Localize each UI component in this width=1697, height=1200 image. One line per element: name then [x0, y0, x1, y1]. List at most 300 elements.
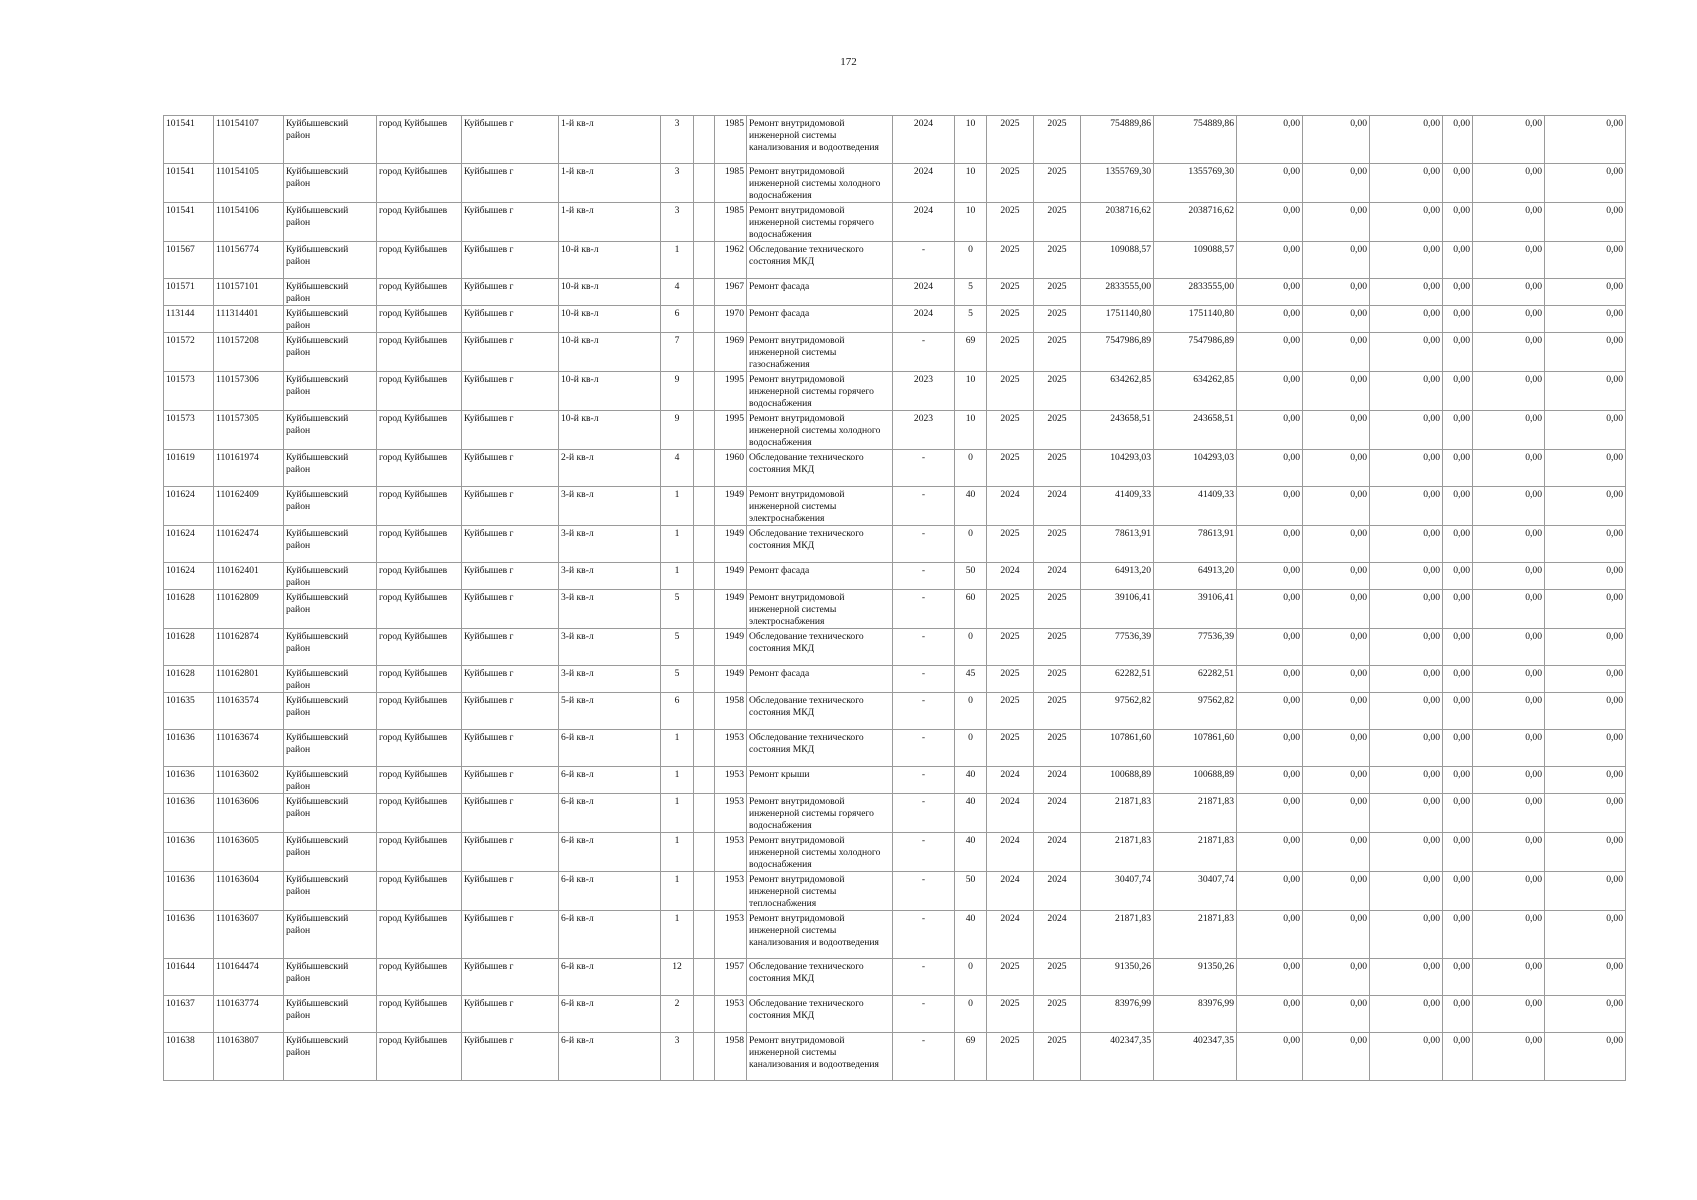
table-cell: 0,00	[1473, 666, 1545, 693]
table-cell: 2038716,62	[1154, 203, 1237, 242]
table-cell: 3	[661, 116, 694, 164]
table-cell: 110162809	[214, 590, 284, 629]
table-cell	[694, 279, 715, 306]
table-cell: город Куйбышев	[377, 306, 462, 333]
table-cell: Куйбышевский район	[284, 911, 377, 959]
table-cell: 0,00	[1370, 279, 1443, 306]
table-cell: 0,00	[1473, 164, 1545, 203]
table-cell: 110162801	[214, 666, 284, 693]
table-cell: 110154107	[214, 116, 284, 164]
table-cell: 78613,91	[1081, 526, 1154, 563]
table-cell: 0,00	[1443, 666, 1473, 693]
table-cell: Куйбышев г	[462, 693, 559, 730]
table-cell: 2025	[1034, 242, 1081, 279]
table-cell: 0,00	[1545, 333, 1626, 372]
table-cell: 0,00	[1473, 996, 1545, 1033]
table-cell: 402347,35	[1154, 1033, 1237, 1081]
table-cell: 0,00	[1443, 116, 1473, 164]
table-row	[164, 203, 1626, 242]
table-cell: 0,00	[1545, 833, 1626, 872]
table-cell: 101644	[164, 959, 214, 996]
table-cell: -	[893, 666, 955, 693]
table-cell: 0,00	[1303, 563, 1370, 590]
table-cell: Куйбышев г	[462, 590, 559, 629]
table-cell: 634262,85	[1154, 372, 1237, 411]
table-cell: 110162401	[214, 563, 284, 590]
table-cell: -	[893, 526, 955, 563]
table-cell: город Куйбышев	[377, 487, 462, 526]
table-cell: 10-й кв-л	[559, 242, 661, 279]
table-cell: 110163604	[214, 872, 284, 911]
table-cell: 0,00	[1303, 526, 1370, 563]
table-cell: 0,00	[1303, 1033, 1370, 1081]
table-cell	[694, 411, 715, 450]
table-cell: Ремонт внутридомовой инженерной системы горячего водоснабжения	[747, 794, 893, 833]
table-cell: 2024	[1034, 911, 1081, 959]
table-cell: 9	[661, 372, 694, 411]
table-cell: Куйбышевский район	[284, 666, 377, 693]
table-cell: 21871,83	[1081, 833, 1154, 872]
table-cell: 91350,26	[1081, 959, 1154, 996]
table-cell: город Куйбышев	[377, 450, 462, 487]
table-cell: 0,00	[1473, 794, 1545, 833]
table-cell: 0,00	[1237, 693, 1303, 730]
table-cell: 101636	[164, 872, 214, 911]
table-cell: город Куйбышев	[377, 833, 462, 872]
table-cell: 0,00	[1237, 794, 1303, 833]
table-cell: 97562,82	[1154, 693, 1237, 730]
table-cell: 1	[661, 833, 694, 872]
table-cell: Ремонт внутридомовой инженерной системы теплоснабжения	[747, 872, 893, 911]
table-cell: 0,00	[1545, 666, 1626, 693]
table-cell: 2833555,00	[1154, 279, 1237, 306]
table-cell: город Куйбышев	[377, 794, 462, 833]
table-cell: 0,00	[1303, 666, 1370, 693]
table-cell: 110163774	[214, 996, 284, 1033]
table-cell: 0,00	[1443, 996, 1473, 1033]
table-cell: 6-й кв-л	[559, 730, 661, 767]
table-cell: 0,00	[1237, 666, 1303, 693]
table-cell: 2025	[987, 666, 1034, 693]
table-cell: 60	[955, 590, 987, 629]
table-cell: 50	[955, 872, 987, 911]
table-cell: 2025	[987, 959, 1034, 996]
table-cell: 1-й кв-л	[559, 116, 661, 164]
table-row	[164, 333, 1626, 372]
table-cell: 1751140,80	[1081, 306, 1154, 333]
table-cell	[694, 333, 715, 372]
table-cell: 101571	[164, 279, 214, 306]
table-cell: 0,00	[1443, 411, 1473, 450]
table-cell: 10-й кв-л	[559, 306, 661, 333]
table-cell: 39106,41	[1154, 590, 1237, 629]
table-cell: 1	[661, 911, 694, 959]
table-cell: 0,00	[1545, 629, 1626, 666]
table-cell: 0,00	[1237, 411, 1303, 450]
table-cell: -	[893, 563, 955, 590]
table-cell: 0,00	[1370, 1033, 1443, 1081]
table-row	[164, 116, 1626, 164]
table-cell: Ремонт внутридомовой инженерной системы холодного водоснабжения	[747, 833, 893, 872]
table-cell: 0,00	[1443, 767, 1473, 794]
table-cell: 4	[661, 450, 694, 487]
table-cell: 2025	[987, 372, 1034, 411]
table-cell: 2024	[1034, 563, 1081, 590]
table-cell: 101637	[164, 996, 214, 1033]
table-cell: Куйбышевский район	[284, 833, 377, 872]
table-cell: 1960	[715, 450, 747, 487]
table-cell: 0,00	[1545, 1033, 1626, 1081]
table-cell: Ремонт внутридомовой инженерной системы холодного водоснабжения	[747, 164, 893, 203]
table-cell: 0,00	[1545, 872, 1626, 911]
table-cell: -	[893, 911, 955, 959]
table-cell: 2024	[987, 563, 1034, 590]
table-cell: Ремонт внутридомовой инженерной системы холодного водоснабжения	[747, 411, 893, 450]
table-cell: город Куйбышев	[377, 629, 462, 666]
table-cell: 2024	[893, 164, 955, 203]
table-cell: 0,00	[1237, 487, 1303, 526]
table-cell: 1953	[715, 794, 747, 833]
table-cell: 104293,03	[1081, 450, 1154, 487]
table-row	[164, 666, 1626, 693]
table-row	[164, 872, 1626, 911]
table-cell: 2025	[987, 996, 1034, 1033]
table-cell: 0,00	[1545, 996, 1626, 1033]
table-cell: 0,00	[1370, 203, 1443, 242]
table-cell: 0	[955, 996, 987, 1033]
table-cell: 110156774	[214, 242, 284, 279]
table-cell: 110163607	[214, 911, 284, 959]
table-cell: 0,00	[1303, 996, 1370, 1033]
table-cell: город Куйбышев	[377, 872, 462, 911]
table-cell: 0,00	[1443, 279, 1473, 306]
table-cell: 2025	[987, 411, 1034, 450]
table-cell: 0,00	[1303, 242, 1370, 279]
table-cell: Куйбышевский район	[284, 563, 377, 590]
table-cell: 40	[955, 767, 987, 794]
table-cell: 0	[955, 959, 987, 996]
table-cell: 101624	[164, 563, 214, 590]
table-cell: Куйбышевский район	[284, 730, 377, 767]
table-cell: 6-й кв-л	[559, 833, 661, 872]
table-cell: 101636	[164, 911, 214, 959]
table-cell: город Куйбышев	[377, 279, 462, 306]
table-cell: 0,00	[1545, 526, 1626, 563]
table-cell	[694, 487, 715, 526]
table-cell: 2025	[987, 116, 1034, 164]
table-cell: 101636	[164, 767, 214, 794]
table-cell: Куйбышевский район	[284, 767, 377, 794]
table-cell: Куйбышев г	[462, 730, 559, 767]
table-cell: 2833555,00	[1081, 279, 1154, 306]
table-cell: Куйбышев г	[462, 242, 559, 279]
table-cell: 1953	[715, 767, 747, 794]
table-cell: 10	[955, 372, 987, 411]
table-cell	[694, 203, 715, 242]
table-cell: 110163674	[214, 730, 284, 767]
table-cell: 64913,20	[1081, 563, 1154, 590]
table-cell: 0	[955, 629, 987, 666]
table-cell: 1958	[715, 1033, 747, 1081]
table-cell: 3	[661, 1033, 694, 1081]
table-cell: -	[893, 693, 955, 730]
table-cell: 0,00	[1237, 279, 1303, 306]
table-cell: Куйбышевский район	[284, 693, 377, 730]
table-cell: 243658,51	[1154, 411, 1237, 450]
table-cell: 0,00	[1303, 911, 1370, 959]
table-cell: 77536,39	[1154, 629, 1237, 666]
table-cell: город Куйбышев	[377, 563, 462, 590]
table-cell	[694, 1033, 715, 1081]
table-cell: 2023	[893, 411, 955, 450]
table-cell: 7	[661, 333, 694, 372]
table-cell: Куйбышев г	[462, 450, 559, 487]
table-cell: 3-й кв-л	[559, 563, 661, 590]
table-cell: Куйбышев г	[462, 526, 559, 563]
table-cell: город Куйбышев	[377, 590, 462, 629]
table-cell: 0,00	[1237, 767, 1303, 794]
table-cell: 62282,51	[1154, 666, 1237, 693]
table-cell: 2025	[1034, 372, 1081, 411]
table-cell: 109088,57	[1154, 242, 1237, 279]
table-cell: 3	[661, 203, 694, 242]
table-cell: 0,00	[1370, 450, 1443, 487]
table-cell: 402347,35	[1081, 1033, 1154, 1081]
table-cell: 5	[955, 279, 987, 306]
table-cell: 0,00	[1237, 590, 1303, 629]
table-cell: 1	[661, 526, 694, 563]
table-cell: Куйбышевский район	[284, 116, 377, 164]
table-cell	[694, 526, 715, 563]
table-cell: 2025	[987, 629, 1034, 666]
table-cell: 0,00	[1370, 911, 1443, 959]
table-row	[164, 164, 1626, 203]
table-cell: Ремонт фасада	[747, 279, 893, 306]
table-cell: 110164474	[214, 959, 284, 996]
table-cell: Обследование технического состояния МКД	[747, 450, 893, 487]
table-cell: город Куйбышев	[377, 116, 462, 164]
table-cell: 0,00	[1370, 629, 1443, 666]
table-cell: 91350,26	[1154, 959, 1237, 996]
table-cell: 110157305	[214, 411, 284, 450]
table-cell: 2024	[1034, 487, 1081, 526]
table-cell: 6-й кв-л	[559, 911, 661, 959]
table-cell: 0,00	[1370, 487, 1443, 526]
table-cell: 21871,83	[1154, 833, 1237, 872]
table-cell: 110163807	[214, 1033, 284, 1081]
table-cell: 2024	[987, 911, 1034, 959]
table-cell: 0,00	[1303, 203, 1370, 242]
table-cell: 21871,83	[1081, 794, 1154, 833]
table-row	[164, 1033, 1626, 1081]
table-cell: 0,00	[1237, 526, 1303, 563]
table-cell: 0,00	[1370, 590, 1443, 629]
table-cell: Куйбышев г	[462, 794, 559, 833]
table-cell: 2025	[987, 450, 1034, 487]
table-row	[164, 911, 1626, 959]
table-cell: 2023	[893, 372, 955, 411]
table-cell: Куйбышевский район	[284, 996, 377, 1033]
table-cell: 6-й кв-л	[559, 794, 661, 833]
table-cell: 0,00	[1303, 487, 1370, 526]
table-cell: 0,00	[1303, 411, 1370, 450]
table-row	[164, 794, 1626, 833]
table-row	[164, 306, 1626, 333]
table-cell: 0,00	[1545, 116, 1626, 164]
table-cell: 0,00	[1303, 693, 1370, 730]
table-cell: 110157208	[214, 333, 284, 372]
table-cell: 4	[661, 279, 694, 306]
table-cell: 0,00	[1237, 450, 1303, 487]
table-cell: город Куйбышев	[377, 911, 462, 959]
table-cell: 101573	[164, 411, 214, 450]
table-cell: 0,00	[1473, 872, 1545, 911]
table-cell: 0,00	[1237, 333, 1303, 372]
table-cell: 101541	[164, 164, 214, 203]
table-cell: 21871,83	[1154, 911, 1237, 959]
table-cell: -	[893, 450, 955, 487]
table-cell: Обследование технического состояния МКД	[747, 996, 893, 1033]
table-cell: 30407,74	[1154, 872, 1237, 911]
table-cell: 1949	[715, 563, 747, 590]
table-cell: 0	[955, 693, 987, 730]
table-cell: 1962	[715, 242, 747, 279]
table-cell: 0,00	[1443, 487, 1473, 526]
table-cell: 2024	[1034, 833, 1081, 872]
table-cell	[694, 306, 715, 333]
table-cell: 0,00	[1473, 116, 1545, 164]
table-cell: 2024	[893, 116, 955, 164]
table-cell: 0,00	[1443, 590, 1473, 629]
table-cell: Куйбышев г	[462, 372, 559, 411]
table-cell: -	[893, 767, 955, 794]
table-cell: -	[893, 242, 955, 279]
table-cell: 50	[955, 563, 987, 590]
table-cell: Ремонт фасада	[747, 563, 893, 590]
table-cell	[694, 164, 715, 203]
table-row	[164, 959, 1626, 996]
table-cell: 0,00	[1370, 959, 1443, 996]
table-cell: 2025	[987, 730, 1034, 767]
table-cell: Ремонт фасада	[747, 306, 893, 333]
table-cell: Куйбышевский район	[284, 629, 377, 666]
table-cell: 10	[955, 116, 987, 164]
table-cell: 0,00	[1545, 487, 1626, 526]
table-cell: Куйбышевский район	[284, 279, 377, 306]
table-cell: 110154106	[214, 203, 284, 242]
table-cell: 2025	[1034, 116, 1081, 164]
table-cell: 0,00	[1370, 666, 1443, 693]
table-cell: 0,00	[1370, 833, 1443, 872]
table-cell: 6-й кв-л	[559, 872, 661, 911]
table-cell: 0,00	[1473, 1033, 1545, 1081]
table-cell: 1	[661, 487, 694, 526]
table-cell: Ремонт внутридомовой инженерной системы канализования и водоотведения	[747, 1033, 893, 1081]
table-cell: Куйбышев г	[462, 164, 559, 203]
table-row	[164, 590, 1626, 629]
table-cell: 0,00	[1237, 872, 1303, 911]
table-cell: 10	[955, 203, 987, 242]
table-cell: 101638	[164, 1033, 214, 1081]
table-row	[164, 563, 1626, 590]
table-cell: 1953	[715, 911, 747, 959]
table-cell: 1949	[715, 666, 747, 693]
table-cell: 2025	[1034, 203, 1081, 242]
table-cell: Куйбышев г	[462, 666, 559, 693]
table-cell: 0	[955, 242, 987, 279]
table-cell: 104293,03	[1154, 450, 1237, 487]
table-cell: 2024	[987, 487, 1034, 526]
table-cell: Обследование технического состояния МКД	[747, 959, 893, 996]
table-cell: 40	[955, 833, 987, 872]
table-cell: 0,00	[1473, 279, 1545, 306]
table-cell: 0,00	[1443, 911, 1473, 959]
table-cell: -	[893, 959, 955, 996]
table-cell: 97562,82	[1081, 693, 1154, 730]
table-cell: 30407,74	[1081, 872, 1154, 911]
table-cell: 1	[661, 242, 694, 279]
table-cell	[694, 693, 715, 730]
capital-repair-table	[163, 115, 1626, 1081]
table-cell: 110162474	[214, 526, 284, 563]
table-cell: 1995	[715, 372, 747, 411]
table-cell: 0	[955, 450, 987, 487]
table-cell: Куйбышев г	[462, 629, 559, 666]
table-cell: 1	[661, 767, 694, 794]
table-cell: Ремонт внутридомовой инженерной системы горячего водоснабжения	[747, 203, 893, 242]
table-cell: Куйбышевский район	[284, 333, 377, 372]
table-cell: 0,00	[1545, 959, 1626, 996]
table-cell: 0,00	[1370, 242, 1443, 279]
table-cell: 12	[661, 959, 694, 996]
table-cell: 0,00	[1237, 730, 1303, 767]
table-cell: -	[893, 1033, 955, 1081]
table-cell: 0,00	[1237, 116, 1303, 164]
table-cell: Ремонт фасада	[747, 666, 893, 693]
table-cell: Куйбышев г	[462, 959, 559, 996]
table-cell: 69	[955, 1033, 987, 1081]
table-cell: 1985	[715, 116, 747, 164]
table-cell: 45	[955, 666, 987, 693]
table-cell: 0,00	[1473, 203, 1545, 242]
table-cell: 1985	[715, 164, 747, 203]
table-cell: город Куйбышев	[377, 164, 462, 203]
table-cell: 83976,99	[1081, 996, 1154, 1033]
table-row	[164, 279, 1626, 306]
page-number: 172	[840, 56, 857, 68]
table-cell: 1949	[715, 487, 747, 526]
table-cell: Куйбышевский район	[284, 590, 377, 629]
table-cell: Обследование технического состояния МКД	[747, 730, 893, 767]
table-cell: 101628	[164, 590, 214, 629]
table-cell: 41409,33	[1081, 487, 1154, 526]
table-cell: 110163602	[214, 767, 284, 794]
table-cell: 101619	[164, 450, 214, 487]
table-cell: 0,00	[1370, 164, 1443, 203]
table-cell: Куйбышев г	[462, 833, 559, 872]
table-cell: 0,00	[1473, 306, 1545, 333]
table-cell: 0,00	[1370, 693, 1443, 730]
table-cell: 0,00	[1443, 450, 1473, 487]
table-cell: 1	[661, 730, 694, 767]
table-cell	[694, 450, 715, 487]
table-row	[164, 411, 1626, 450]
table-cell: 2025	[1034, 333, 1081, 372]
table-row	[164, 242, 1626, 279]
table-row	[164, 833, 1626, 872]
table-cell: Куйбышевский район	[284, 959, 377, 996]
table-cell: 0,00	[1443, 306, 1473, 333]
